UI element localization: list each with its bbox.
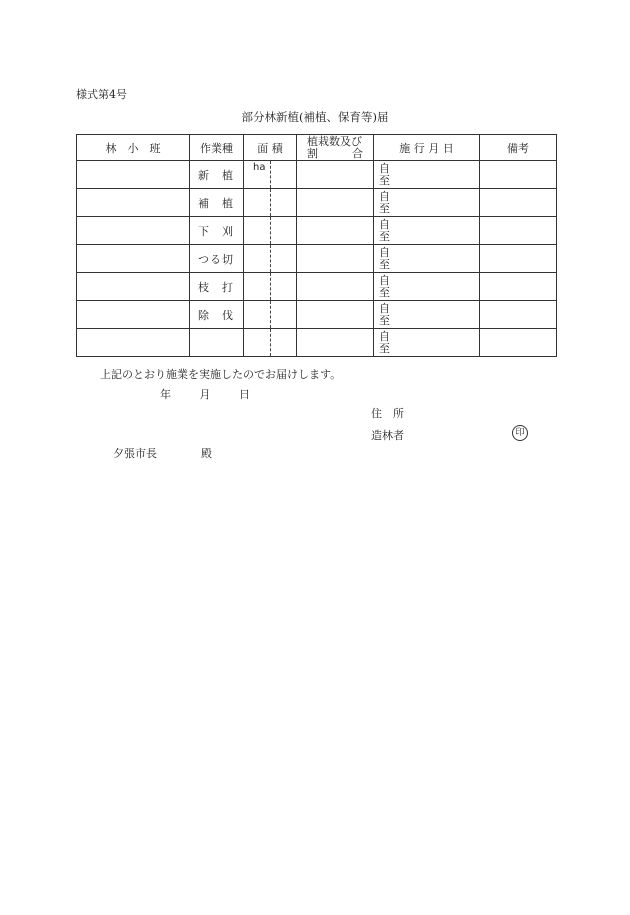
work-report-table: [76, 134, 557, 357]
area-divider: [270, 217, 271, 244]
planting-cell[interactable]: [297, 189, 374, 217]
area-cell[interactable]: [244, 301, 297, 329]
header-forest: 林 小 班: [77, 135, 190, 161]
remarks-cell[interactable]: [480, 161, 557, 189]
date-cell[interactable]: [374, 273, 480, 301]
addressee: 夕張市長 殿: [113, 447, 212, 460]
remarks-cell[interactable]: [480, 301, 557, 329]
date-to-label: 至: [379, 257, 390, 271]
planting-cell[interactable]: [297, 329, 374, 357]
date-from-label: 自: [379, 329, 390, 343]
forest-cell[interactable]: [77, 245, 190, 273]
date-cell[interactable]: [374, 329, 480, 357]
forest-cell[interactable]: [77, 329, 190, 357]
date-to-label: 至: [379, 173, 390, 187]
table-header-row: [77, 135, 557, 161]
planting-cell[interactable]: [297, 217, 374, 245]
planting-cell[interactable]: [297, 273, 374, 301]
date-to-label: 至: [379, 313, 390, 327]
area-unit: ha: [253, 162, 266, 173]
area-cell[interactable]: [244, 329, 297, 357]
header-planting: [297, 135, 374, 161]
date-from-label: 自: [379, 161, 390, 175]
planting-cell[interactable]: [297, 161, 374, 189]
area-divider: [270, 245, 271, 272]
table-row: [77, 329, 557, 357]
area-cell[interactable]: [244, 273, 297, 301]
date-from-label: 自: [379, 189, 390, 203]
work-type-cell: 枝 打: [190, 273, 244, 301]
date-to-label: 至: [379, 201, 390, 215]
header-date: 施 行 月 日: [374, 135, 480, 161]
area-cell[interactable]: [244, 189, 297, 217]
day-label: 日: [239, 388, 250, 401]
area-divider: [270, 301, 271, 328]
work-type-cell: 補 植: [190, 189, 244, 217]
table-row: [77, 217, 557, 245]
year-label: 年: [160, 388, 171, 401]
header-planting-ratio-b: 合: [352, 146, 363, 160]
work-type-cell: 下 刈: [190, 217, 244, 245]
remarks-cell[interactable]: [480, 273, 557, 301]
date-from-label: 自: [379, 245, 390, 259]
forest-cell[interactable]: [77, 301, 190, 329]
date-cell[interactable]: [374, 217, 480, 245]
month-label: 月: [199, 388, 211, 401]
area-cell[interactable]: [244, 245, 297, 273]
work-type-cell: [190, 329, 244, 357]
work-type-cell: 除 伐: [190, 301, 244, 329]
table-row: [77, 245, 557, 273]
date-from-label: 自: [379, 217, 390, 231]
area-divider: [270, 273, 271, 300]
work-type-cell: 新 植: [190, 161, 244, 189]
planting-cell[interactable]: [297, 301, 374, 329]
date-to-label: 至: [379, 229, 390, 243]
forester-label: 造林者: [371, 429, 404, 442]
date-line: [160, 386, 275, 402]
document-title: 部分林新植(補植、保育等)届: [241, 110, 389, 124]
seal-mark: 印: [512, 425, 528, 441]
table-row: [77, 161, 557, 189]
area-divider: [270, 189, 271, 216]
table-row: [77, 301, 557, 329]
header-remarks: 備考: [480, 135, 557, 161]
remarks-cell[interactable]: [480, 189, 557, 217]
address-label: 住 所: [371, 407, 404, 420]
header-work-type: 作業種: [190, 135, 244, 161]
forest-cell[interactable]: [77, 217, 190, 245]
remarks-cell[interactable]: [480, 329, 557, 357]
date-from-label: 自: [379, 273, 390, 287]
forest-cell[interactable]: [77, 189, 190, 217]
header-area: 面 積: [244, 135, 297, 161]
date-cell[interactable]: [374, 245, 480, 273]
forest-cell[interactable]: [77, 161, 190, 189]
area-divider: [270, 161, 271, 188]
area-divider: [270, 329, 271, 356]
form-number: 様式第4号: [76, 88, 127, 101]
work-type-cell: つる切: [190, 245, 244, 273]
date-to-label: 至: [379, 285, 390, 299]
submission-note: 上記のとおり施業を実施したのでお届けします。: [100, 368, 342, 381]
table-row: [77, 189, 557, 217]
date-cell[interactable]: [374, 301, 480, 329]
date-from-label: 自: [379, 301, 390, 315]
header-planting-line1: 植栽数及び: [307, 134, 362, 148]
header-planting-ratio-a: 割: [307, 146, 318, 160]
date-to-label: 至: [379, 341, 390, 355]
planting-cell[interactable]: [297, 245, 374, 273]
table-row: [77, 273, 557, 301]
area-cell[interactable]: [244, 161, 297, 189]
date-cell[interactable]: [374, 189, 480, 217]
remarks-cell[interactable]: [480, 217, 557, 245]
remarks-cell[interactable]: [480, 245, 557, 273]
forest-cell[interactable]: [77, 273, 190, 301]
date-cell[interactable]: [374, 161, 480, 189]
area-cell[interactable]: [244, 217, 297, 245]
